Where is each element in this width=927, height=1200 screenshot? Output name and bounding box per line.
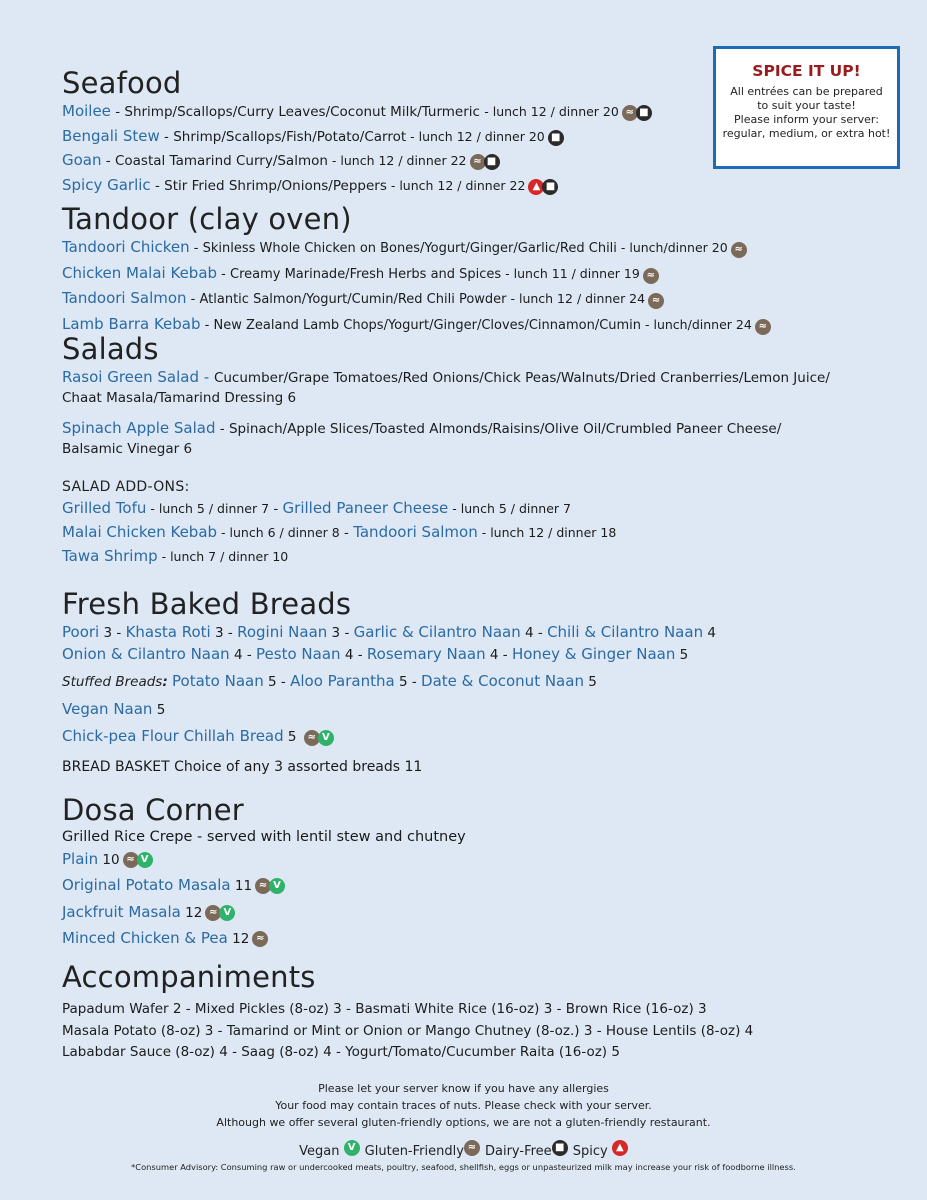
salad-item: [62, 418, 882, 459]
item-price: 4: [340, 646, 354, 663]
menu-item: [62, 927, 882, 954]
section-heading: Seafood: [62, 66, 182, 100]
dosa-section: [62, 793, 882, 954]
bread-row: [62, 622, 882, 644]
item-price: - lunch 11 / dinner 19: [501, 265, 640, 281]
item-name: Chick-pea Flour Chillah Bread: [62, 727, 284, 745]
item-desc: - Atlantic Salmon/Yogurt/Cumin/Red Chili Powder: [186, 292, 507, 307]
diet-icons: [470, 154, 500, 175]
spicy-icon: ▲: [612, 1140, 628, 1156]
item-name: Rasoi Green Salad -: [62, 368, 214, 386]
item-price: 3: [210, 625, 224, 641]
diet-icons: [123, 852, 153, 875]
tandoor-list: [62, 237, 882, 339]
separator: -: [223, 625, 238, 641]
item-price: 12: [180, 904, 203, 921]
spice-box-line: to suit your taste!: [757, 99, 856, 112]
item-desc: Cucumber/Grape Tomatoes/Red Onions/Chick Peas/Walnuts/Dried Cranberries/Lemon Juice/: [213, 370, 830, 386]
accompaniment-line: Papadum Wafer 2 - Mixed Pickles (8-oz) 3 - Basmati White Rice (16-oz) 3 - Brown Rice (16-oz) 3: [62, 1001, 707, 1017]
item-price: - lunch 5 / dinner 7: [146, 501, 270, 516]
item-name: Malai Chicken Kebab: [62, 523, 218, 541]
item-name: Garlic & Cilantro Naan: [353, 623, 521, 641]
item-price: 5: [263, 674, 277, 690]
vegan-icon: V: [137, 852, 153, 868]
salad-addons-list: [62, 497, 882, 569]
stuffed-breads-label: Stuffed Breads:: [62, 674, 168, 690]
item-price: 4: [520, 625, 534, 641]
item-name: Pesto Naan: [256, 644, 341, 663]
gluten-friendly-icon: ≈: [304, 730, 320, 746]
section-heading: Fresh Baked Breads: [62, 587, 352, 621]
item-name: Spicy Garlic: [62, 175, 151, 194]
salad-addons-heading: SALAD ADD-ONS:: [62, 479, 190, 495]
item-desc: - Shrimp/Scallops/Fish/Potato/Carrot: [159, 128, 407, 145]
bread-basket: BREAD BASKET Choice of any 3 assorted breads 11: [62, 758, 423, 775]
item-price: 5: [394, 674, 408, 690]
accompaniment-line: Masala Potato (8-oz) 3 - Tamarind or Mint or Onion or Mango Chutney (8-oz.) 3 - House Lentils (8-oz) 4: [62, 1022, 754, 1039]
accompaniment-line: Lababdar Sauce (8-oz) 4 - Saag (8-oz) 4 - Yogurt/Tomato/Cucumber Raita (16-oz) 5: [62, 1044, 620, 1060]
item-name: Tandoori Salmon: [353, 523, 478, 541]
menu-item: [62, 126, 882, 151]
item-name: Aloo Parantha: [290, 672, 395, 690]
legend-dairy-free: Dairy-Free ■: [485, 1144, 568, 1159]
tandoor-section: [62, 202, 882, 339]
item-desc: - Skinless Whole Chicken on Bones/Yogurt/Ginger/Garlic/Red Chili: [189, 241, 617, 256]
section-heading: Tandoor (clay oven): [62, 202, 352, 236]
separator: -: [353, 646, 367, 663]
legend-vegan: Vegan V: [299, 1144, 359, 1159]
diet-icons: [304, 730, 334, 751]
item-desc: Chaat Masala/Tamarind Dressing 6: [62, 390, 297, 406]
item-price: 5: [283, 729, 297, 745]
allergy-line: Your food may contain traces of nuts. Please check with your server.: [275, 1099, 652, 1112]
diet-icons: [548, 130, 564, 151]
item-desc: - Coastal Tamarind Curry/Salmon: [101, 153, 328, 169]
diet-icons: [731, 242, 747, 263]
gluten-friendly-icon: ≈: [464, 1140, 480, 1156]
dairy-free-icon: ■: [542, 179, 558, 195]
diet-icons: [252, 931, 268, 954]
item-price: 5: [583, 674, 597, 690]
item-price: - lunch 5 / dinner 7: [448, 501, 571, 516]
gluten-friendly-icon: ≈: [252, 931, 268, 947]
item-name: Grilled Tofu: [62, 499, 147, 517]
consumer-advisory: [0, 1162, 927, 1172]
item-name: Onion & Cilantro Naan: [62, 644, 230, 663]
separator: -: [276, 674, 291, 690]
item-price: - lunch 7 / dinner 10: [157, 549, 289, 564]
item-price: - lunch 12 / dinner 20: [484, 104, 619, 119]
diet-icons: [648, 293, 664, 314]
item-price: 3: [327, 625, 341, 641]
menu-item: [62, 237, 882, 263]
dairy-free-icon: ■: [636, 105, 652, 121]
item-name: Goan: [62, 151, 102, 169]
dairy-free-icon: ■: [548, 130, 564, 146]
vegan-icon: V: [269, 878, 285, 894]
bread-item: [62, 726, 882, 751]
separator: -: [498, 646, 512, 663]
item-name: Tandoori Salmon: [62, 289, 187, 307]
item-price: - lunch 12 / dinner 22: [327, 153, 467, 168]
item-desc: Balsamic Vinegar 6: [62, 441, 193, 457]
item-price: 5: [152, 701, 166, 718]
diet-icons: [205, 905, 235, 928]
item-price: - lunch 12 / dinner 18: [477, 525, 617, 540]
item-name: Rogini Naan: [237, 623, 328, 641]
item-desc: - New Zealand Lamb Chops/Yogurt/Ginger/Cloves/Cinnamon/Cumin: [200, 317, 642, 333]
seafood-section: [62, 66, 882, 199]
section-heading: Salads: [62, 332, 159, 366]
vegan-icon: V: [219, 905, 235, 921]
item-name: Plain: [62, 849, 99, 868]
allergy-notice: [0, 1080, 927, 1131]
spice-box-line: All entrées can be prepared: [730, 85, 883, 98]
salad-item: [62, 367, 882, 408]
item-desc: - Stir Fried Shrimp/Onions/Peppers: [150, 177, 387, 194]
menu-item: [62, 288, 882, 314]
item-price: 12: [227, 931, 250, 947]
allergy-line: Although we offer several gluten-friendly options, we are not a gluten-friendly restaurant.: [216, 1116, 711, 1129]
bread-item: [62, 699, 882, 721]
menu-item: [62, 101, 882, 126]
seafood-list: [62, 101, 882, 199]
item-name: Tandoori Chicken: [62, 238, 190, 256]
item-name: Jackfruit Masala: [62, 902, 181, 921]
diet-icons: [528, 179, 558, 200]
item-desc: - Shrimp/Scallops/Curry Leaves/Coconut Milk/Turmeric: [110, 104, 485, 120]
item-name: Poori: [62, 623, 100, 641]
gluten-friendly-icon: ≈: [205, 905, 221, 921]
separator: -: [112, 625, 126, 641]
menu-item: [62, 150, 882, 175]
spice-box-title: SPICE IT UP!: [752, 62, 861, 80]
item-name: Lamb Barra Kebab: [62, 314, 201, 333]
separator: -: [533, 625, 548, 641]
spice-box-line: Please inform your server:: [734, 113, 879, 126]
legend-spicy: Spicy ▲: [573, 1144, 628, 1159]
icon-legend: [0, 1140, 927, 1159]
menu-item: [62, 901, 882, 928]
item-name: Date & Coconut Naan: [421, 672, 584, 690]
dosa-subtitle: Grilled Rice Crepe - served with lentil stew and chutney: [62, 829, 466, 845]
section-heading: Accompaniments: [62, 960, 316, 994]
gluten-friendly-icon: ≈: [755, 319, 771, 335]
vegan-icon: V: [344, 1140, 360, 1156]
item-price: - lunch 12 / dinner 24: [506, 291, 646, 306]
item-name: Honey & Ginger Naan: [511, 644, 676, 663]
item-name: Bengali Stew: [62, 126, 160, 145]
dairy-free-icon: ■: [552, 1140, 568, 1156]
dosa-list: [62, 848, 882, 954]
diet-icons: [622, 105, 652, 126]
spice-box-line: regular, medium, or extra hot!: [722, 127, 891, 140]
accompaniments-list: [62, 999, 882, 1064]
item-price: - lunch 6 / dinner 8: [217, 525, 340, 540]
gluten-friendly-icon: ≈: [622, 105, 638, 121]
item-price: - lunch 12 / dinner 22: [386, 177, 526, 193]
addon-row: [62, 497, 882, 521]
item-price: - lunch 12 / dinner 20: [406, 128, 545, 144]
separator: -: [340, 625, 354, 641]
gluten-friendly-icon: ≈: [648, 293, 664, 309]
diet-icons: [643, 268, 659, 289]
accompaniments-section: [62, 960, 882, 1064]
stuffed-breads-row: [62, 671, 882, 693]
item-name: Original Potato Masala: [62, 876, 231, 894]
item-name: Moilee: [62, 102, 111, 120]
stuffed-breads-list: [172, 674, 597, 690]
gluten-friendly-icon: ≈: [643, 268, 659, 284]
item-name: Spinach Apple Salad: [62, 419, 216, 437]
item-price: 4: [229, 646, 243, 663]
separator: -: [407, 674, 422, 690]
gluten-friendly-icon: ≈: [470, 154, 486, 170]
item-name: Grilled Paneer Cheese: [282, 499, 449, 517]
menu-item: [62, 874, 882, 901]
addon-row: [62, 521, 882, 545]
diet-icons: [255, 878, 285, 901]
breads-section: [62, 587, 882, 777]
item-name: Chicken Malai Kebab: [62, 263, 218, 282]
item-price: 4: [485, 646, 499, 663]
gluten-friendly-icon: ≈: [123, 852, 139, 868]
menu-item: [62, 175, 882, 200]
spicy-icon: ▲: [528, 179, 544, 195]
item-price: - lunch/dinner 24: [641, 316, 752, 332]
item-name: Potato Naan: [172, 672, 264, 690]
item-name: Tawa Shrimp: [62, 547, 158, 565]
gluten-friendly-icon: ≈: [731, 242, 747, 258]
menu-item: [62, 848, 882, 875]
item-name: Rosemary Naan: [366, 644, 486, 663]
item-name: Khasta Roti: [125, 623, 211, 641]
item-name: Chili & Cilantro Naan: [547, 623, 704, 641]
dairy-free-icon: ■: [484, 154, 500, 170]
item-desc: - Spinach/Apple Slices/Toasted Almonds/Raisins/Olive Oil/Crumbled Paneer Cheese/: [215, 421, 782, 437]
item-name: Vegan Naan: [62, 699, 153, 718]
advisory-text: *Consumer Advisory: Consuming raw or undercooked meats, poultry, seafood, shellfish, eggs or unpasteurized milk may increase your risk of foodborne illness.: [131, 1162, 796, 1172]
item-price: - lunch/dinner 20: [616, 240, 728, 255]
separator: -: [242, 646, 257, 663]
item-price: 3: [99, 625, 113, 641]
addon-row: [62, 545, 882, 569]
item-price: 10: [98, 851, 120, 868]
item-price: 11: [230, 878, 253, 894]
item-price: 4: [703, 625, 716, 641]
item-name: Minced Chicken & Pea: [62, 929, 228, 947]
vegan-icon: V: [318, 730, 334, 746]
separator: -: [339, 525, 354, 541]
gluten-friendly-icon: ≈: [255, 878, 271, 894]
item-desc: - Creamy Marinade/Fresh Herbs and Spices: [217, 266, 502, 282]
separator: -: [269, 501, 283, 517]
legend-gluten-friendly: Gluten-Friendly ≈: [365, 1144, 480, 1159]
salads-section: [62, 332, 882, 569]
item-price: 5: [675, 646, 689, 663]
bread-row: [62, 644, 882, 666]
section-heading: Dosa Corner: [62, 793, 244, 827]
allergy-line: Please let your server know if you have any allergies: [318, 1082, 609, 1095]
menu-item: [62, 263, 882, 289]
